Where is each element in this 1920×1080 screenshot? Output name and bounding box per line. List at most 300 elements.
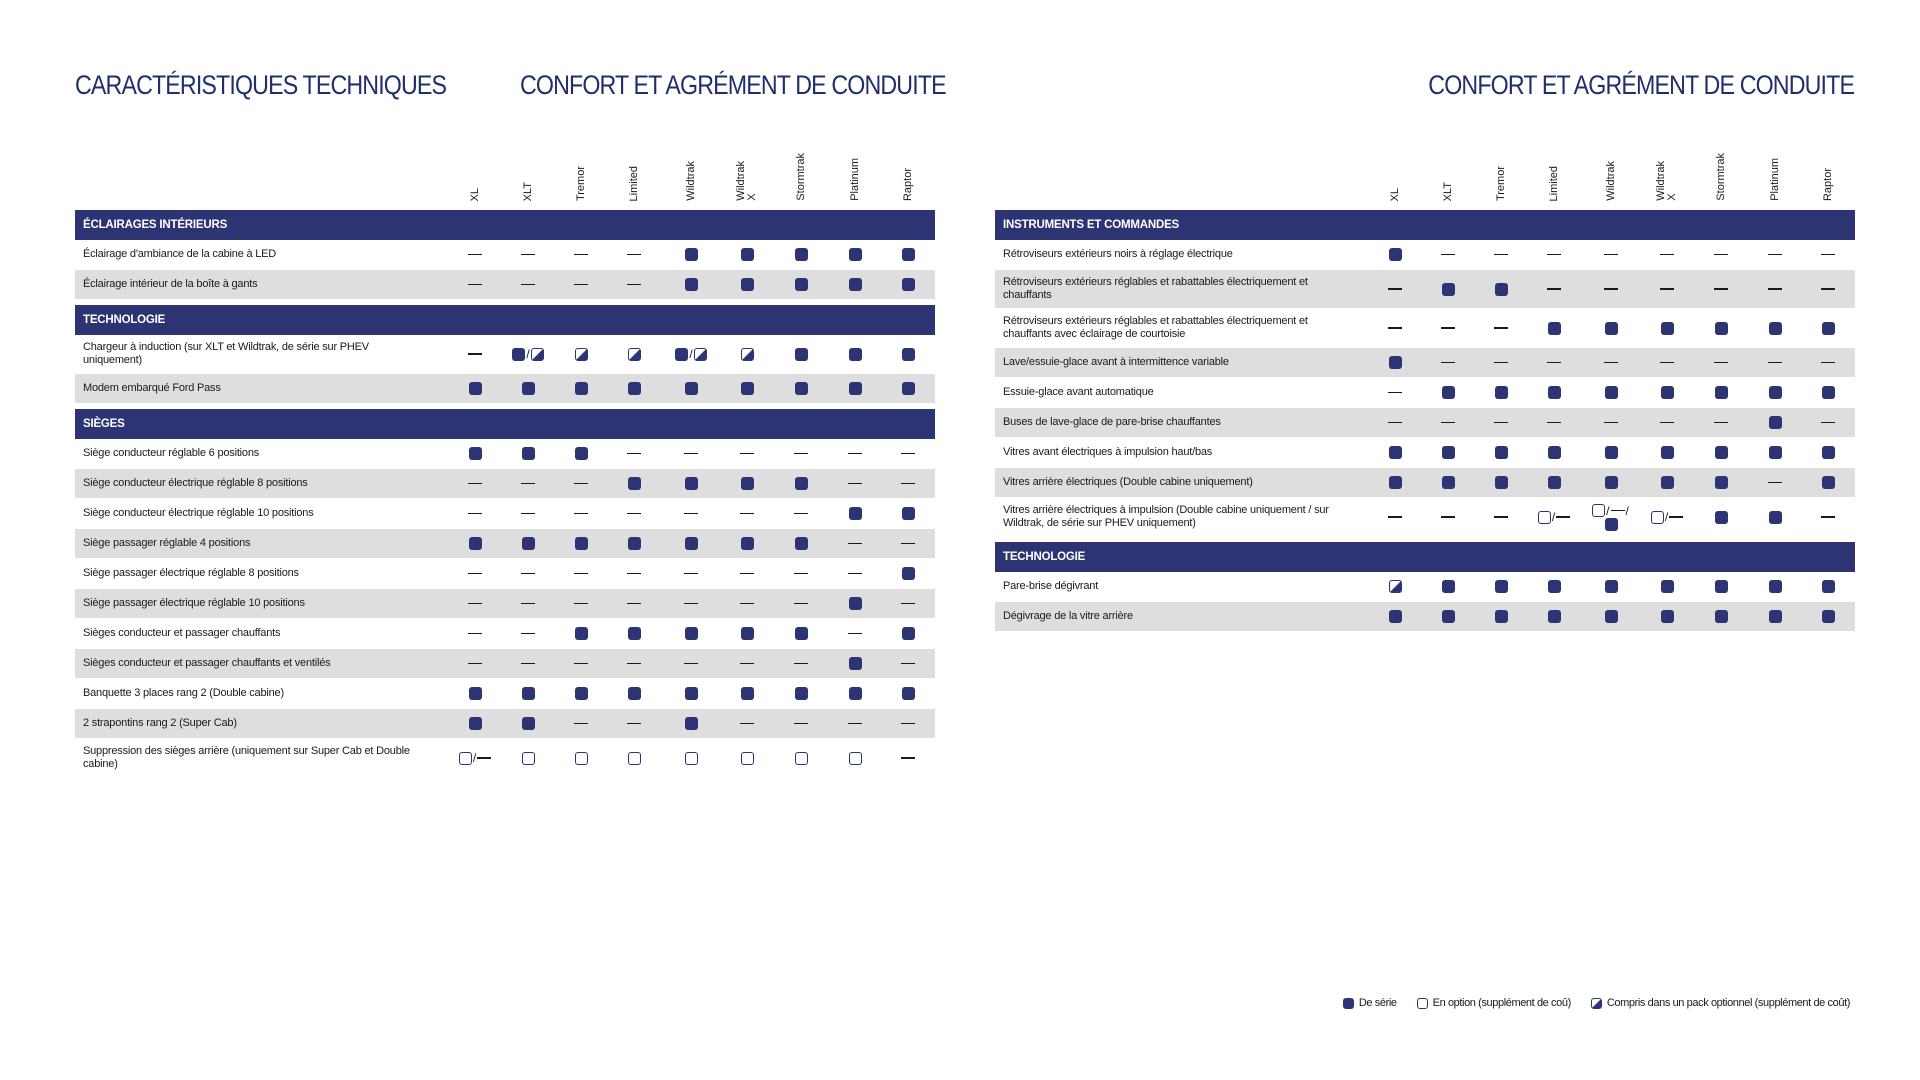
feature-cell (559, 240, 603, 269)
model-label-text: Platinum (848, 158, 861, 201)
feature-cell (1806, 270, 1850, 308)
feature-cell (833, 240, 877, 269)
feature-cell (1426, 602, 1470, 631)
feature-cell (1589, 309, 1633, 347)
feature-cell (833, 469, 877, 498)
feature-cell (506, 739, 550, 777)
slash-separator: / (1551, 510, 1556, 524)
model-label-text: XL (468, 187, 481, 201)
feature-cell (559, 649, 603, 678)
feature-cell (779, 439, 823, 468)
standard-symbol-icon (1822, 610, 1835, 623)
standard-symbol-icon (1389, 476, 1402, 489)
option-symbol-icon (1651, 511, 1664, 524)
legend-option (1417, 997, 1571, 1009)
table-row (75, 739, 935, 778)
feature-cell (669, 679, 713, 708)
feature-cell (612, 469, 656, 498)
feature-cell (779, 709, 823, 738)
dash-icon (1388, 288, 1402, 290)
table-row (995, 498, 1855, 537)
standard-symbol-icon (1661, 580, 1674, 593)
dash-icon (1669, 516, 1683, 518)
standard-symbol-icon (1769, 610, 1782, 623)
table-row (75, 270, 935, 300)
feature-cell (779, 469, 823, 498)
standard-symbol-icon (1769, 416, 1782, 429)
standard-symbol-icon (469, 382, 482, 395)
row-label: Éclairage d'ambiance de la cabine à LED (83, 247, 277, 260)
model-column-header (886, 168, 930, 201)
dash-icon (1660, 254, 1674, 256)
feature-cell (1589, 438, 1633, 467)
feature-cell (1753, 438, 1797, 467)
feature-cell (612, 679, 656, 708)
dash-icon (740, 723, 754, 725)
dash-icon (1388, 422, 1402, 424)
dash-icon (574, 603, 588, 605)
section-title-left: CONFORT ET AGRÉMENT DE CONDUITE (520, 70, 946, 100)
feature-cell (833, 270, 877, 299)
standard-symbol-icon (1548, 476, 1561, 489)
feature-cell (453, 439, 497, 468)
feature-cell (1479, 348, 1523, 377)
feature-cell (1589, 572, 1633, 601)
pack-symbol-icon (1389, 580, 1402, 593)
feature-cell (1699, 572, 1743, 601)
standard-symbol-icon (795, 278, 808, 291)
table-row (75, 619, 935, 649)
feature-cell (886, 270, 930, 299)
standard-symbol-icon (522, 382, 535, 395)
dash-icon (521, 663, 535, 665)
dash-icon (574, 483, 588, 485)
dash-icon (1494, 362, 1508, 364)
feature-cell (1753, 572, 1797, 601)
feature-cell (506, 270, 550, 299)
feature-cell (1479, 408, 1523, 437)
standard-symbol-icon (1822, 446, 1835, 459)
feature-cell (669, 469, 713, 498)
dash-icon (468, 254, 482, 256)
table-row (995, 309, 1855, 348)
feature-cell (453, 240, 497, 269)
standard-symbol-icon (849, 278, 862, 291)
model-column-header (559, 166, 603, 201)
row-label: Sièges conducteur et passager chauffants et ventilés (83, 656, 331, 669)
feature-cell (833, 374, 877, 403)
standard-symbol-icon (849, 687, 862, 700)
dash-icon (1441, 516, 1455, 518)
feature-cell (725, 619, 769, 648)
model-label-text: XL (1388, 187, 1401, 201)
feature-cell (1589, 378, 1633, 407)
feature-cell (1645, 572, 1689, 601)
standard-symbol-icon (1495, 446, 1508, 459)
standard-symbol-icon (1822, 386, 1835, 399)
feature-cell (779, 679, 823, 708)
model-column-header (725, 161, 769, 201)
feature-cell (669, 439, 713, 468)
standard-symbol-icon (685, 537, 698, 550)
standard-symbol-icon (1442, 446, 1455, 459)
feature-cell (1753, 309, 1797, 347)
section-header: TECHNOLOGIE (75, 305, 935, 335)
feature-cell (1373, 348, 1417, 377)
dash-icon (574, 723, 588, 725)
feature-cell (1532, 438, 1576, 467)
standard-symbol-icon (628, 627, 641, 640)
feature-cell (1532, 408, 1576, 437)
feature-cell (506, 240, 550, 269)
legend-pack-label: Compris dans un pack optionnel (supplément de coût) (1606, 997, 1850, 1009)
standard-symbol-icon (741, 477, 754, 490)
standard-symbol-icon (1442, 610, 1455, 623)
feature-cell (559, 709, 603, 738)
dash-icon (468, 483, 482, 485)
feature-cell (612, 529, 656, 558)
model-header-row (995, 153, 1855, 205)
standard-symbol-icon (902, 627, 915, 640)
dash-icon (1547, 422, 1561, 424)
dash-icon (740, 573, 754, 575)
dash-icon (848, 723, 862, 725)
feature-cell (559, 559, 603, 588)
feature-cell (725, 679, 769, 708)
standard-symbol-icon (1661, 322, 1674, 335)
dash-icon (1821, 288, 1835, 290)
feature-cell (612, 619, 656, 648)
feature-cell (1699, 408, 1743, 437)
feature-cell (669, 589, 713, 618)
standard-symbol-icon (685, 382, 698, 395)
feature-cell (725, 559, 769, 588)
feature-cell (779, 649, 823, 678)
spec-table-right (995, 153, 1855, 632)
feature-cell (506, 559, 550, 588)
standard-symbol-icon (1769, 386, 1782, 399)
dash-icon (468, 573, 482, 575)
feature-cell (1373, 498, 1417, 536)
dash-icon (740, 663, 754, 665)
standard-symbol-icon (1715, 580, 1728, 593)
feature-cell (1753, 408, 1797, 437)
standard-symbol-icon (902, 278, 915, 291)
feature-cell (1426, 468, 1470, 497)
standard-symbol-icon (522, 447, 535, 460)
feature-cell (1426, 309, 1470, 347)
feature-cell (669, 270, 713, 299)
feature-cell (1479, 378, 1523, 407)
feature-cell (1373, 438, 1417, 467)
feature-cell (1589, 602, 1633, 631)
standard-symbol-icon (575, 627, 588, 640)
standard-symbol-icon (1605, 476, 1618, 489)
feature-cell (886, 374, 930, 403)
feature-cell (1645, 240, 1689, 269)
dash-icon (627, 254, 641, 256)
dash-icon (794, 663, 808, 665)
dash-icon (684, 603, 698, 605)
feature-cell (453, 499, 497, 528)
standard-symbol-icon (795, 348, 808, 361)
feature-cell (1806, 438, 1850, 467)
feature-cell (1479, 309, 1523, 347)
pack-symbol-icon (575, 348, 588, 361)
dash-icon (1604, 362, 1618, 364)
standard-symbol-icon (849, 348, 862, 361)
standard-symbol-icon (1769, 446, 1782, 459)
feature-cell (1589, 498, 1633, 536)
row-label: Éclairage intérieur de la boîte à gants (83, 277, 258, 290)
standard-symbol-icon (795, 382, 808, 395)
dash-icon (1821, 422, 1835, 424)
pack-symbol-icon (531, 348, 544, 361)
feature-cell (506, 589, 550, 618)
table-row (995, 602, 1855, 632)
dash-icon (627, 723, 641, 725)
dash-icon (1547, 288, 1561, 290)
legend-standard (1343, 997, 1397, 1009)
feature-cell (725, 589, 769, 618)
feature-cell (1699, 378, 1743, 407)
row-label: Siège conducteur réglable 6 positions (83, 446, 260, 459)
standard-symbol-icon (1605, 322, 1618, 335)
feature-cell (1426, 572, 1470, 601)
model-label-text: Wildtrak X (1655, 161, 1678, 201)
standard-symbol-icon (628, 382, 641, 395)
option-symbol-icon (1592, 504, 1605, 517)
feature-cell (1699, 468, 1743, 497)
standard-symbol-icon (795, 248, 808, 261)
standard-symbol-icon (849, 507, 862, 520)
feature-cell (1589, 240, 1633, 269)
model-label-text: Wildtrak (684, 161, 697, 201)
dash-icon (901, 543, 915, 545)
feature-cell (886, 559, 930, 588)
dash-icon (848, 633, 862, 635)
slash-separator: / (1664, 510, 1669, 524)
slash-separator: / (472, 751, 477, 765)
spec-table-left (75, 153, 935, 778)
feature-cell (1589, 348, 1633, 377)
dash-icon (1441, 362, 1455, 364)
feature-cell (886, 589, 930, 618)
combo-symbol (1538, 510, 1570, 524)
model-column-header (1699, 153, 1743, 201)
feature-cell (1806, 348, 1850, 377)
feature-cell (1753, 602, 1797, 631)
dash-icon (627, 663, 641, 665)
feature-cell (1645, 602, 1689, 631)
feature-cell (506, 529, 550, 558)
row-label: Dégivrage de la vitre arrière (1003, 609, 1133, 622)
feature-cell (779, 270, 823, 299)
model-column-header (1645, 161, 1689, 201)
standard-symbol-icon (628, 537, 641, 550)
model-header-row (75, 153, 935, 205)
feature-cell (1806, 240, 1850, 269)
dash-icon (1714, 362, 1728, 364)
option-symbol-icon (459, 752, 472, 765)
feature-cell (1426, 270, 1470, 308)
dash-icon (1821, 254, 1835, 256)
feature-cell (725, 499, 769, 528)
feature-cell (1753, 270, 1797, 308)
row-label: Pare-brise dégivrant (1003, 579, 1099, 592)
dash-icon (574, 573, 588, 575)
feature-cell (506, 619, 550, 648)
feature-cell (1753, 240, 1797, 269)
standard-symbol-icon (628, 477, 641, 490)
feature-cell (886, 739, 930, 777)
dash-icon (627, 453, 641, 455)
dash-icon (1547, 362, 1561, 364)
standard-symbol-icon (685, 477, 698, 490)
row-label: Vitres avant électriques à impulsion haut/bas (1003, 445, 1213, 458)
feature-cell (1479, 572, 1523, 601)
feature-cell (559, 499, 603, 528)
feature-cell (1753, 348, 1797, 377)
dash-icon (1441, 422, 1455, 424)
standard-symbol-icon (1442, 580, 1455, 593)
dash-icon (901, 483, 915, 485)
dash-icon (794, 603, 808, 605)
feature-cell (1699, 438, 1743, 467)
section-header: TECHNOLOGIE (995, 542, 1855, 572)
dash-icon (1714, 288, 1728, 290)
feature-cell (1479, 438, 1523, 467)
feature-cell (1699, 348, 1743, 377)
standard-symbol-icon (685, 248, 698, 261)
section-title-right: CONFORT ET AGRÉMENT DE CONDUITE (1428, 70, 1854, 100)
dash-icon (574, 284, 588, 286)
model-column-header (1373, 188, 1417, 201)
feature-cell (506, 335, 550, 373)
table-row (75, 589, 935, 619)
row-label: Essuie-glace avant automatique (1003, 385, 1154, 398)
feature-cell (779, 739, 823, 777)
dash-icon (1768, 254, 1782, 256)
feature-cell (453, 739, 497, 777)
feature-cell (1532, 309, 1576, 347)
feature-cell (1532, 602, 1576, 631)
feature-cell (1806, 602, 1850, 631)
section-header: INSTRUMENTS ET COMMANDES (995, 210, 1855, 240)
row-label: Rétroviseurs extérieurs noirs à réglage électrique (1003, 247, 1233, 260)
feature-cell (1373, 309, 1417, 347)
feature-cell (725, 439, 769, 468)
table-row (995, 378, 1855, 408)
dash-icon (1494, 327, 1508, 329)
standard-symbol-icon (1661, 446, 1674, 459)
option-symbol-icon (575, 752, 588, 765)
dash-icon (521, 603, 535, 605)
feature-cell (453, 679, 497, 708)
dash-icon (901, 723, 915, 725)
row-label: Siège passager électrique réglable 10 positions (83, 596, 305, 609)
model-label-text: Wildtrak X (735, 161, 758, 201)
model-column-header (1806, 168, 1850, 201)
table-row (75, 335, 935, 374)
feature-cell (1479, 602, 1523, 631)
dash-icon (627, 573, 641, 575)
dash-icon (627, 603, 641, 605)
table-row (995, 438, 1855, 468)
feature-cell (1645, 378, 1689, 407)
feature-cell (886, 335, 930, 373)
feature-cell (1699, 498, 1743, 536)
dash-icon (848, 483, 862, 485)
dash-icon (901, 603, 915, 605)
slash-separator: / (1625, 503, 1629, 518)
dash-icon (1494, 254, 1508, 256)
standard-symbol-icon (849, 657, 862, 670)
feature-cell (1373, 572, 1417, 601)
standard-symbol-icon (1389, 610, 1402, 623)
model-label-text: Limited (1547, 165, 1560, 201)
feature-cell (1645, 309, 1689, 347)
standard-symbol-icon (1822, 476, 1835, 489)
row-label: Siège conducteur électrique réglable 10 positions (83, 506, 314, 519)
dash-icon (574, 513, 588, 515)
standard-symbol-icon (1495, 610, 1508, 623)
row-label: Sièges conducteur et passager chauffants (83, 626, 281, 639)
feature-cell (779, 499, 823, 528)
feature-cell (453, 335, 497, 373)
feature-cell (559, 589, 603, 618)
standard-symbol-icon (1548, 580, 1561, 593)
page-title-left: CARACTÉRISTIQUES TECHNIQUES (75, 70, 447, 100)
feature-cell (1699, 602, 1743, 631)
dash-icon (1556, 516, 1570, 518)
feature-cell (833, 589, 877, 618)
feature-cell (1373, 378, 1417, 407)
option-symbol-icon (522, 752, 535, 765)
model-label-text: Stormtrak (794, 153, 807, 201)
table-row (995, 348, 1855, 378)
row-label: 2 strapontins rang 2 (Super Cab) (83, 716, 237, 729)
dash-icon (1604, 288, 1618, 290)
standard-symbol-icon (469, 717, 482, 730)
model-label-text: XLT (1441, 181, 1454, 201)
table-row (75, 679, 935, 709)
dash-icon (468, 633, 482, 635)
standard-symbol-icon (1548, 610, 1561, 623)
feature-cell (559, 374, 603, 403)
feature-cell (833, 559, 877, 588)
option-symbol-icon (849, 752, 862, 765)
feature-cell (612, 559, 656, 588)
row-label: Vitres arrière électriques (Double cabine uniquement) (1003, 475, 1253, 488)
standard-symbol-icon (795, 627, 808, 640)
feature-cell (669, 374, 713, 403)
feature-cell (1373, 602, 1417, 631)
feature-cell (1426, 498, 1470, 536)
dash-icon (684, 573, 698, 575)
feature-cell (1373, 468, 1417, 497)
feature-cell (1532, 468, 1576, 497)
dash-icon (627, 284, 641, 286)
feature-cell (453, 374, 497, 403)
dash-icon (1821, 362, 1835, 364)
feature-cell (1645, 408, 1689, 437)
dash-icon (1604, 254, 1618, 256)
standard-symbol-icon (685, 717, 698, 730)
dash-icon (1660, 362, 1674, 364)
dash-icon (468, 663, 482, 665)
feature-cell (612, 649, 656, 678)
